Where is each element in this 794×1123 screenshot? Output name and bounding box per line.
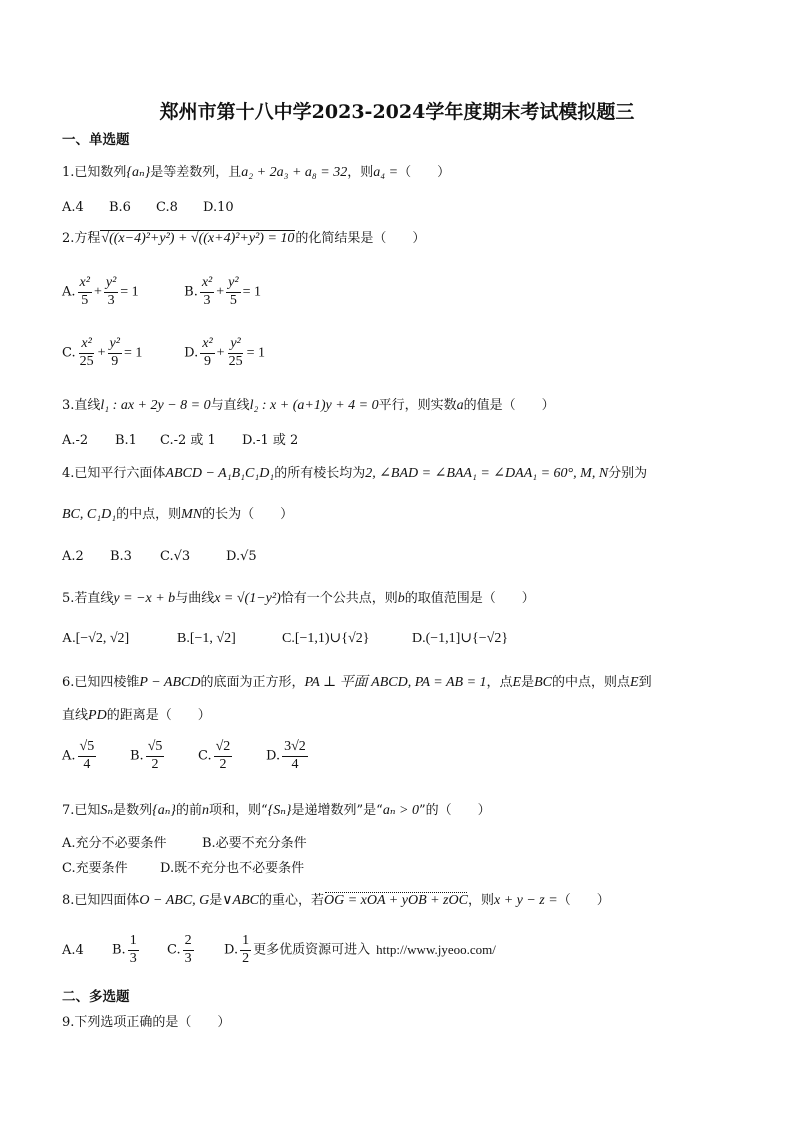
question-7-options-row2	[62, 862, 304, 875]
option-a[interactable]: A. $\frac{√5}{4}$	[62, 739, 95, 772]
option-d[interactable]: D.既不充分也不必要条件	[160, 861, 305, 876]
option-c[interactable]: C. $\frac{2}{3}$	[167, 933, 192, 966]
option-d[interactable]: D. $\frac{1}{2}$	[224, 933, 250, 966]
question-2: 2.方程√((x−4)²+y²) + √((x+4)²+y²) = 10的化简结果是（ ）	[62, 231, 426, 246]
question-4-line2: BC, C₁D₁的中点，则MN的长为（ ）	[62, 507, 294, 522]
option-b[interactable]: B.[−1, √2]	[177, 631, 236, 646]
question-8: 8.已知四面体O − ABC, G是∨ABC的重心，若OG = xOA + yOB + zOC，则x + y − z =（ ）	[62, 893, 610, 908]
option-c[interactable]: C.充要条件	[62, 861, 128, 876]
question-2-options-row1	[62, 276, 261, 308]
option-a[interactable]: A.2	[62, 549, 84, 564]
section-multiple-choice: 二、多选题	[62, 989, 130, 1005]
option-c[interactable]: C.-2 或 1	[160, 433, 216, 448]
option-c[interactable]: C. $\frac{\text{x²}}{25}$ + $\frac{\text{y²}}{9}$ = 1	[62, 336, 143, 369]
question-4: 4.已知平行六面体ABCD − A₁B₁C₁D₁的所有棱长均为2, ∠BAD = ∠BAA₁ = ∠DAA₁ = 60°, M, N分别为	[62, 466, 648, 481]
option-b[interactable]: B.6	[109, 200, 131, 215]
promo-link[interactable]: http://www.jyeoo.com/	[376, 941, 496, 957]
option-b[interactable]: B.3	[110, 549, 132, 564]
option-d[interactable]: D.10	[203, 200, 234, 215]
question-3: 3.直线l₁ : ax + 2y − 8 = 0与直线l₂ : x + (a+1)y + 4 = 0平行，则实数a的值是（ ）	[62, 398, 555, 413]
option-a[interactable]: A.4	[62, 200, 84, 215]
question-6: 6.已知四棱锥P − ABCD的底面为正方形，PA ⊥ 平面 ABCD, PA = AB = 1，点E是BC的中点，则点E到	[62, 675, 652, 690]
option-d[interactable]: D. $\frac{3√2}{4}$	[266, 739, 306, 772]
question-6-line2: 直线PD的距离是（ ）	[62, 708, 211, 723]
option-b[interactable]: B.1	[115, 433, 137, 448]
question-9: 9.下列选项正确的是（ ）	[62, 1015, 231, 1030]
option-a[interactable]: A. $\frac{\text{x²}}{5}$ + $\frac{\text{y²}}{3}$ = 1	[62, 275, 139, 308]
question-1-options	[62, 201, 234, 214]
option-d[interactable]: D.-1 或 2	[242, 433, 299, 448]
question-3-options	[62, 434, 298, 447]
option-b[interactable]: B. $\frac{1}{3}$	[112, 933, 137, 966]
option-c[interactable]: C.8	[156, 200, 178, 215]
option-b[interactable]: B.必要不充分条件	[202, 836, 307, 851]
question-7: 7.已知Sₙ是数列{aₙ}的前n项和，则“{Sₙ}是递增数列”是“aₙ > 0”的（ ）	[62, 803, 491, 818]
option-a[interactable]: A.4	[62, 942, 84, 958]
promo-text: 更多优质资源可进入	[253, 942, 371, 958]
option-d[interactable]: D.(−1,1]∪{−√2}	[412, 631, 509, 646]
question-1: 1.已知数列{aₙ}是等差数列，且a₂ + 2a₃ + a₈ = 32，则a₄ =（ ）	[62, 165, 451, 180]
question-6-options	[62, 740, 310, 772]
section-single-choice: 一、单选题	[62, 132, 130, 148]
question-7-options-row1	[62, 837, 307, 850]
option-b[interactable]: B. $\frac{\text{x²}}{3}$ + $\frac{\text{y²}}{5}$ = 1	[184, 275, 261, 308]
option-a[interactable]: A.-2	[62, 433, 89, 448]
option-d[interactable]: D.√5	[226, 549, 257, 564]
option-c[interactable]: C.√3	[160, 549, 191, 564]
option-c[interactable]: C.[−1,1)∪{√2}	[282, 631, 370, 646]
option-a[interactable]: A.[−√2, √2]	[62, 631, 130, 646]
question-2-options-row2	[62, 337, 265, 369]
option-a[interactable]: A.充分不必要条件	[62, 836, 167, 851]
question-5: 5.若直线y = −x + b与曲线x = √(1−y²)恰有一个公共点，则b的取值范围是（ ）	[62, 591, 535, 606]
question-4-options	[62, 550, 257, 563]
page-title: 郑州市第十八中学2023-2024学年度期末考试模拟题三	[159, 101, 635, 123]
question-8-options	[62, 934, 496, 966]
option-c[interactable]: C. $\frac{√2}{2}$	[198, 739, 231, 772]
question-5-options	[62, 632, 508, 646]
option-d[interactable]: D. $\frac{\text{x²}}{9}$ + $\frac{\text{y²}}{25}$ = 1	[184, 336, 265, 369]
option-b[interactable]: B. $\frac{√5}{2}$	[130, 739, 163, 772]
